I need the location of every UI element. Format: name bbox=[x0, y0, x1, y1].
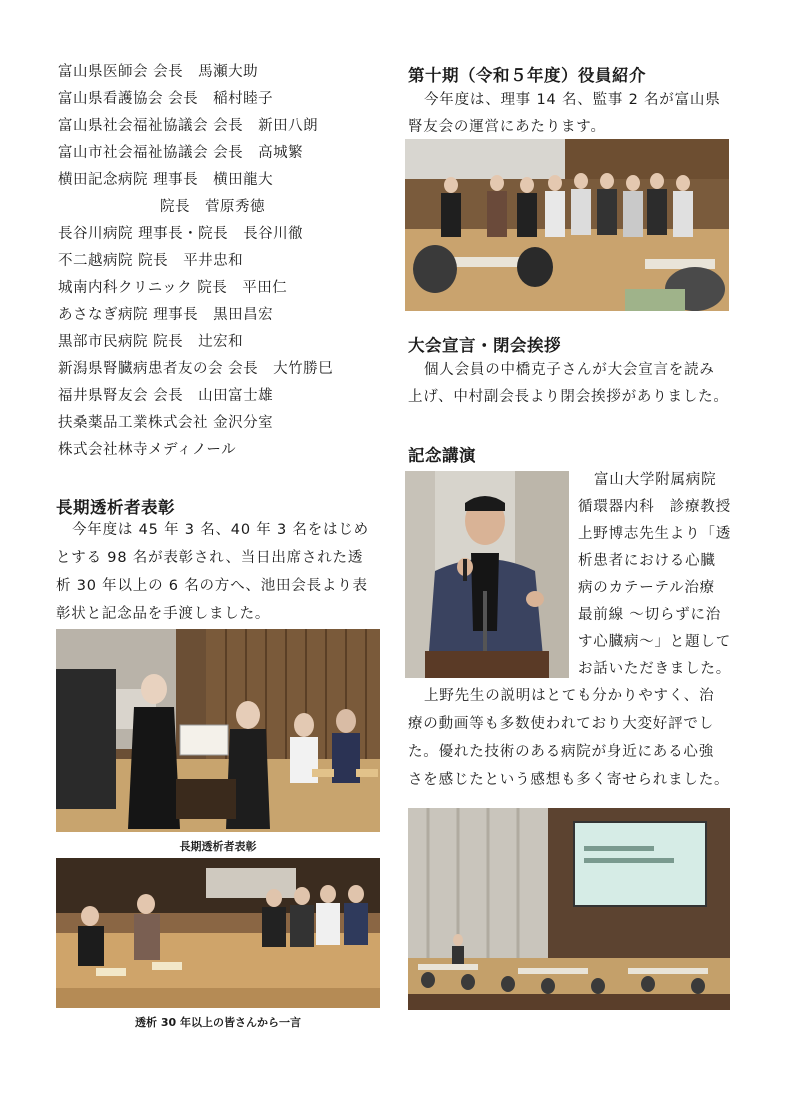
lecture-line: た。優れた技術のある病院が身近にある心強 bbox=[408, 744, 714, 760]
guest-line: 株式会社林寺メディノール bbox=[58, 442, 237, 458]
lecture-line: 療の動画等も多数使われており大変好評でし bbox=[408, 716, 714, 732]
declaration-line: 上げ、中村副会長より閉会挨拶がありました。 bbox=[408, 389, 729, 405]
guest-line: 富山市社会福祉協議会 会長 高城繁 bbox=[58, 145, 304, 161]
lecture-side-line: 析患者における心臓 bbox=[578, 553, 716, 569]
award-ceremony-photo bbox=[56, 629, 380, 832]
lecture-side-line: お話いただきました。 bbox=[578, 661, 731, 677]
officers-heading: 第十期（令和５年度）役員紹介 bbox=[408, 66, 646, 85]
officers-line: 今年度は、理事 14 名、監事 2 名が富山県 bbox=[424, 92, 721, 108]
lecture-hall-photo bbox=[408, 808, 730, 1010]
long-term-heading: 長期透析者表彰 bbox=[56, 498, 175, 517]
lecture-line: さを感じたという感想も多く寄せられました。 bbox=[408, 772, 730, 788]
lecture-side-line: 富山大学附属病院 bbox=[594, 472, 717, 488]
long-term-line: 析 30 年以上の 6 名の方へ、池田会長より表 bbox=[56, 578, 368, 594]
lecturer-photo bbox=[405, 471, 569, 678]
members-speaking-photo bbox=[56, 858, 380, 1008]
guest-line: 扶桑薬品工業株式会社 金沢分室 bbox=[58, 415, 274, 431]
award-ceremony-caption: 長期透析者表彰 bbox=[179, 840, 257, 853]
guest-line: 富山県社会福祉協議会 会長 新田八朗 bbox=[58, 118, 319, 134]
lecture-heading: 記念講演 bbox=[408, 446, 476, 465]
declaration-line: 個人会員の中橋克子さんが大会宣言を読み bbox=[424, 362, 715, 378]
guest-line: 横田記念病院 理事長 横田龍大 bbox=[58, 172, 274, 188]
guest-line: 城南内科クリニック 院長 平田仁 bbox=[58, 280, 288, 296]
guest-line: 新潟県腎臓病患者友の会 会長 大竹勝巳 bbox=[58, 361, 334, 377]
guest-line: 福井県腎友会 会長 山田富士雄 bbox=[58, 388, 274, 404]
long-term-line: 今年度は 45 年 3 名、40 年 3 名をはじめ bbox=[72, 522, 369, 538]
lecture-side-line: 病のカテーテル治療 bbox=[578, 580, 715, 596]
lecture-side-line: す心臓病～」と題して bbox=[578, 634, 731, 650]
officers-line: 腎友会の運営にあたります。 bbox=[408, 119, 606, 135]
lecture-line: 上野先生の説明はとても分かりやすく、治 bbox=[424, 688, 715, 704]
long-term-line: とする 98 名が表彰され、当日出席された透 bbox=[56, 550, 364, 566]
guest-line: 院長 菅原秀徳 bbox=[160, 199, 265, 215]
guest-line: あさなぎ病院 理事長 黒田昌宏 bbox=[58, 307, 274, 323]
guest-line: 黒部市民病院 院長 辻宏和 bbox=[58, 334, 244, 350]
officers-photo bbox=[405, 139, 729, 311]
guest-line: 長谷川病院 理事長・院長 長谷川徹 bbox=[58, 226, 304, 242]
guest-line: 富山県医師会 会長 馬瀬大助 bbox=[58, 64, 259, 80]
guest-line: 富山県看護協会 会長 稲村睦子 bbox=[58, 91, 274, 107]
declaration-heading: 大会宣言・閉会挨拶 bbox=[408, 336, 561, 355]
lecture-side-line: 最前線 ～切らずに治 bbox=[578, 607, 722, 623]
members-speaking-caption: 透析 30 年以上の皆さんから一言 bbox=[135, 1016, 301, 1029]
guest-line: 不二越病院 院長 平井忠和 bbox=[58, 253, 244, 269]
long-term-line: 彰状と記念品を手渡しました。 bbox=[56, 606, 271, 622]
lecture-side-line: 上野博志先生より「透 bbox=[578, 526, 731, 542]
lecture-side-line: 循環器内科 診療教授 bbox=[578, 499, 731, 515]
